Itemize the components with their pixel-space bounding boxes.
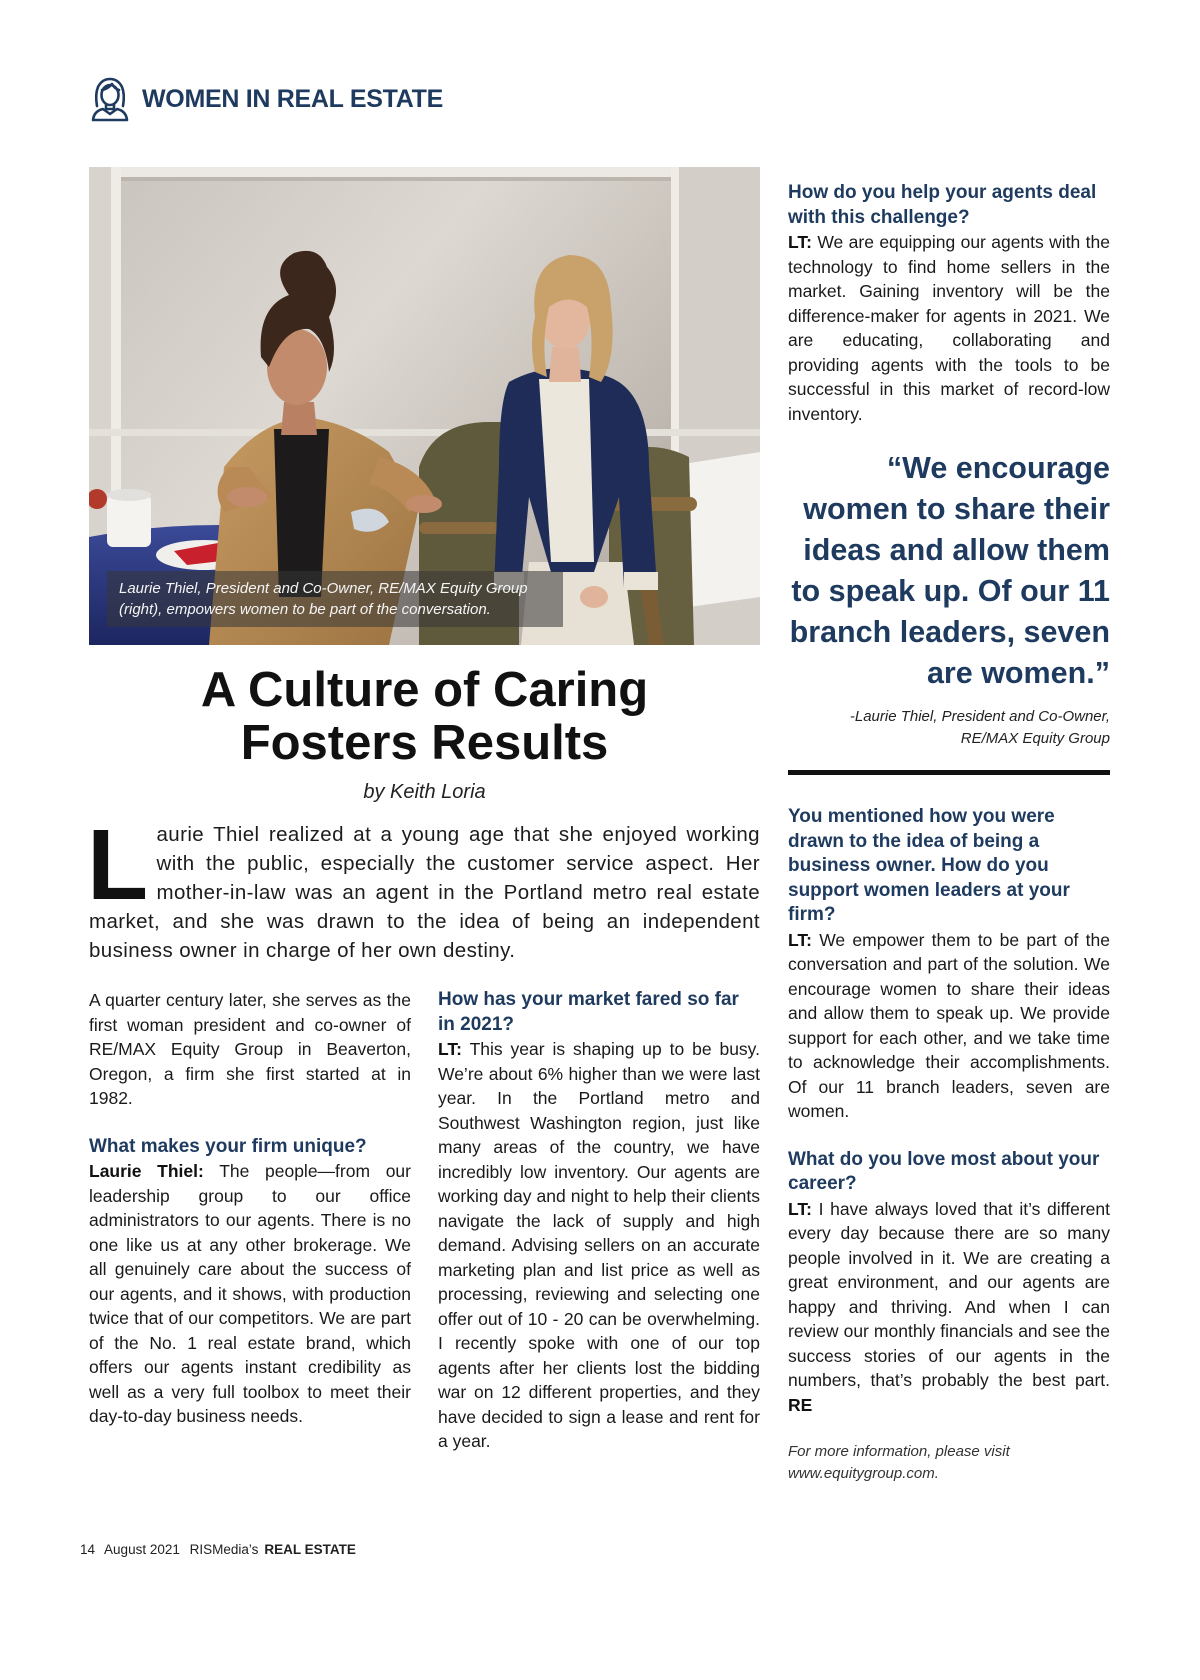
title-line-1: A Culture of Caring xyxy=(200,663,649,717)
publication-name: REAL ESTATE xyxy=(264,1542,356,1557)
woman-avatar-icon xyxy=(88,76,132,122)
byline: by Keith Loria xyxy=(363,781,486,803)
pull-quote: “We encourage women to share their ideas and allow them to speak up. Of our 11 branch leaders, seven are women.” xyxy=(789,451,1110,690)
question-heading: How has your market fared so far in 2021? xyxy=(438,989,739,1035)
answer-text: The people—from our leadership group to our office administrators to our agents. There is no one like us at any other brokerage. We all genuinely care about the success of our agents, and it shows, with production twice that of our competitors. We are part of the No. 1 real estate brand, which offers our agents instant credibility as well as a very full toolbox to meet their day-to-day business needs. xyxy=(89,1161,411,1426)
speaker-label: LT: xyxy=(788,929,812,950)
article-photo xyxy=(89,167,760,645)
section-label: WOMEN IN REAL ESTATE xyxy=(142,84,443,113)
question-heading: What do you love most about your career? xyxy=(788,1148,1100,1194)
photo-caption: Laurie Thiel, President and Co-Owner, RE/MAX Equity Group (right), empowers women to be part of the conversation. xyxy=(107,571,563,627)
page-footer xyxy=(80,1541,356,1559)
page-number: 14 xyxy=(80,1542,96,1557)
answer-text: We empower them to be part of the conversation and part of the solution. We encourage women to share their ideas and allow them to speak up. We provide support for each other, and we take time to acknowledge their accomplishments. Of our 11 branch leaders, seven are women. xyxy=(788,929,1110,1121)
answer-paragraph xyxy=(788,928,1110,1124)
end-mark: RE xyxy=(788,1394,813,1415)
answer-text: We are equipping our agents with the technology to find home sellers in the market. Gaining inventory will be the difference-maker for agents in 2021. We are educating, collaborating and providing agents with the tools to be successful in this market of record-low inventory. xyxy=(788,232,1110,424)
issue-date: August 2021 xyxy=(104,1542,180,1557)
answer-text: This year is shaping up to be busy. We’re about 6% higher than we were last year. In the Portland metro and Southwest Washington region, just like many areas of the country, we have incredibly low inventory. Our agents are working day and night to help their clients navigate the lack of supply and high demand. Advising sellers on an accurate marketing plan and list price as well as processing, reviewing and selecting one offer out of 10 - 20 can be overwhelming. I recently spoke with one of our top agents after her clients lost the bidding war on 12 different properties, and they have decided to sign a lease and rent for a year. xyxy=(438,1039,760,1451)
answer-paragraph xyxy=(89,1159,411,1429)
article-column-3 xyxy=(788,181,1110,1485)
drop-cap: L xyxy=(87,809,149,921)
lead-paragraph xyxy=(87,809,760,965)
answer-text: I have always loved that it’s different every day because there are so many people involved in it. We are creating a great environment, and our agents are happy and thriving. And when I can review our monthly financials and see the success stories of our agents in the numbers, that’s probably the best part. xyxy=(788,1198,1110,1390)
speaker-label: LT: xyxy=(788,1198,812,1219)
section-header xyxy=(88,74,443,124)
speaker-label: LT: xyxy=(438,1039,462,1059)
pull-quote-attribution: -Laurie Thiel, President and Co-Owner, RE/MAX Equity Group xyxy=(849,708,1110,747)
question-heading: How do you help your agents deal with this challenge? xyxy=(788,182,1097,228)
answer-paragraph xyxy=(438,1037,760,1454)
answer-paragraph xyxy=(788,1197,1110,1418)
intro-paragraph: A quarter century later, she serves as the first woman president and co-owner of RE/MAX Equity Group in Beaverton, Oregon, a firm she first started at in 1982. xyxy=(89,990,411,1108)
title-line-2: Fosters Results xyxy=(240,716,609,770)
speaker-label: Laurie Thiel: xyxy=(89,1161,204,1181)
article-column-2 xyxy=(438,988,760,1454)
speaker-label: LT: xyxy=(788,232,812,252)
more-info-note: For more information, please visit www.equitygroup.com. xyxy=(788,1443,1010,1482)
lead-text: aurie Thiel realized at a young age that she enjoyed working with the public, especially the customer service aspect. Her mother-in-law was an agent in the Portland metro real estate market, and she was drawn to the idea of being an independent business owner in charge of her own destiny. xyxy=(89,823,760,962)
question-heading: You mentioned how you were drawn to the idea of being a business owner. How do you support women leaders at your firm? xyxy=(788,806,1070,925)
answer-paragraph xyxy=(788,230,1110,426)
publication-prefix: RISMedia’s xyxy=(189,1542,259,1557)
article-column-1 xyxy=(89,988,411,1429)
divider-rule xyxy=(788,770,1110,775)
question-heading: What makes your firm unique? xyxy=(89,1135,367,1157)
article-title xyxy=(89,664,760,770)
